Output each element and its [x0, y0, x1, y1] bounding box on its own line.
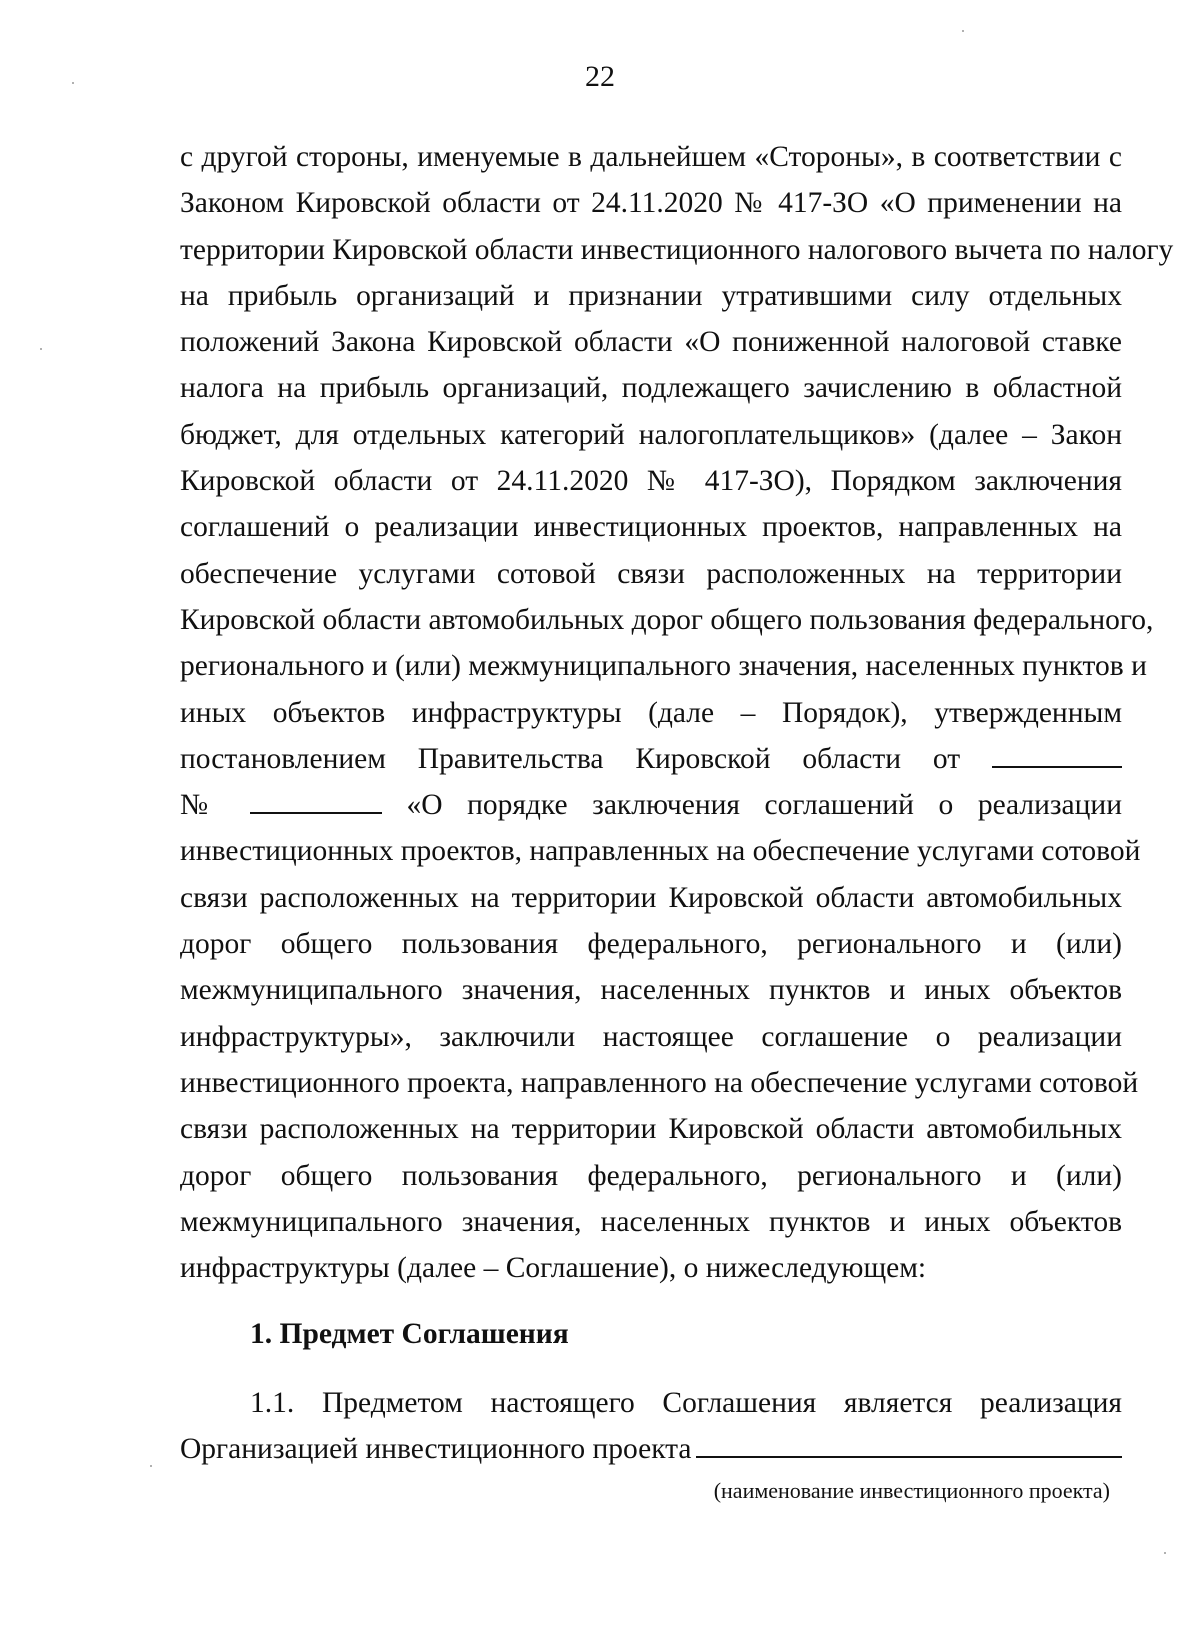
date-line	[180, 736, 1122, 782]
text-line: дорог общего пользования федерального, регионального и (или)	[180, 1159, 1122, 1192]
text-line: бюджет, для отдельных категорий налогоплательщиков» (далее – Закон	[180, 418, 1122, 451]
text-line: межмуниципального значения, населенных пунктов и иных объектов	[180, 1205, 1122, 1238]
project-name-hint: (наименование инвестиционного проекта)	[713, 1478, 1110, 1503]
project-name-blank-field	[696, 1426, 1123, 1458]
text-line: Законом Кировской области от 24.11.2020 № 417-ЗО «О применении на	[180, 187, 1122, 220]
clause-line	[180, 1426, 1122, 1472]
scan-speck	[962, 30, 964, 32]
text-line: Кировской области от 24.11.2020 № 417-ЗО), Порядком заключения	[180, 465, 1122, 498]
number-line	[180, 782, 1122, 828]
page-number: 22	[585, 60, 615, 93]
text-line: иных объектов инфраструктуры (дале – Порядок), утвержденным	[180, 696, 1122, 729]
text-line: инвестиционных проектов, направленных на обеспечение услугами сотовой	[180, 835, 1141, 868]
text-line: инвестиционного проекта, направленного на обеспечение услугами сотовой	[180, 1066, 1139, 1099]
text-line: Кировской области автомобильных дорог общего пользования федерального,	[180, 603, 1154, 636]
text-line: «О порядке заключения соглашений о реализации	[406, 789, 1122, 822]
text-line: налога на прибыль организаций, подлежащего зачислению в областной	[180, 372, 1122, 405]
clause-line: 1.1. Предметом настоящего Соглашения является реализация	[250, 1387, 1122, 1419]
text-line: территории Кировской области инвестиционного налогового вычета по налогу	[180, 233, 1174, 266]
scan-speck	[40, 348, 42, 350]
number-blank-field	[250, 786, 382, 814]
clause-1-1	[180, 1380, 1122, 1473]
text-line: обеспечение услугами сотовой связи расположенных на территории	[180, 557, 1122, 590]
text-line: инфраструктуры (далее – Соглашение), о нижеследующем:	[180, 1252, 927, 1285]
text-line: с другой стороны, именуемые в дальнейшем «Стороны», в соответствии с	[180, 141, 1122, 173]
date-blank-field	[992, 740, 1122, 768]
text-line: регионального и (или) межмуниципального значения, населенных пунктов и	[180, 650, 1147, 683]
text-line: связи расположенных на территории Кировской области автомобильных	[180, 1113, 1122, 1146]
preamble-paragraph	[180, 134, 1174, 1291]
scan-speck	[1164, 1552, 1166, 1554]
text-line: постановлением Правительства Кировской области от	[180, 742, 961, 775]
number-sign: №	[180, 789, 226, 822]
scan-speck	[72, 82, 74, 84]
section-heading: 1. Предмет Соглашения	[250, 1318, 569, 1350]
text-line: соглашений о реализации инвестиционных проектов, направленных на	[180, 511, 1122, 544]
text-line: на прибыль организаций и признании утратившими силу отдельных	[180, 279, 1122, 312]
text-line: инфраструктуры», заключили настоящее соглашение о реализации	[180, 1020, 1122, 1053]
text-line: связи расположенных на территории Кировской области автомобильных	[180, 881, 1122, 914]
text-line: дорог общего пользования федерального, регионального и (или)	[180, 928, 1122, 961]
text-line: положений Закона Кировской области «О пониженной налоговой ставке	[180, 326, 1122, 359]
text-line: межмуниципального значения, населенных пунктов и иных объектов	[180, 974, 1122, 1007]
scan-speck	[150, 1465, 152, 1467]
clause-text: Организацией инвестиционного проекта	[180, 1433, 692, 1466]
